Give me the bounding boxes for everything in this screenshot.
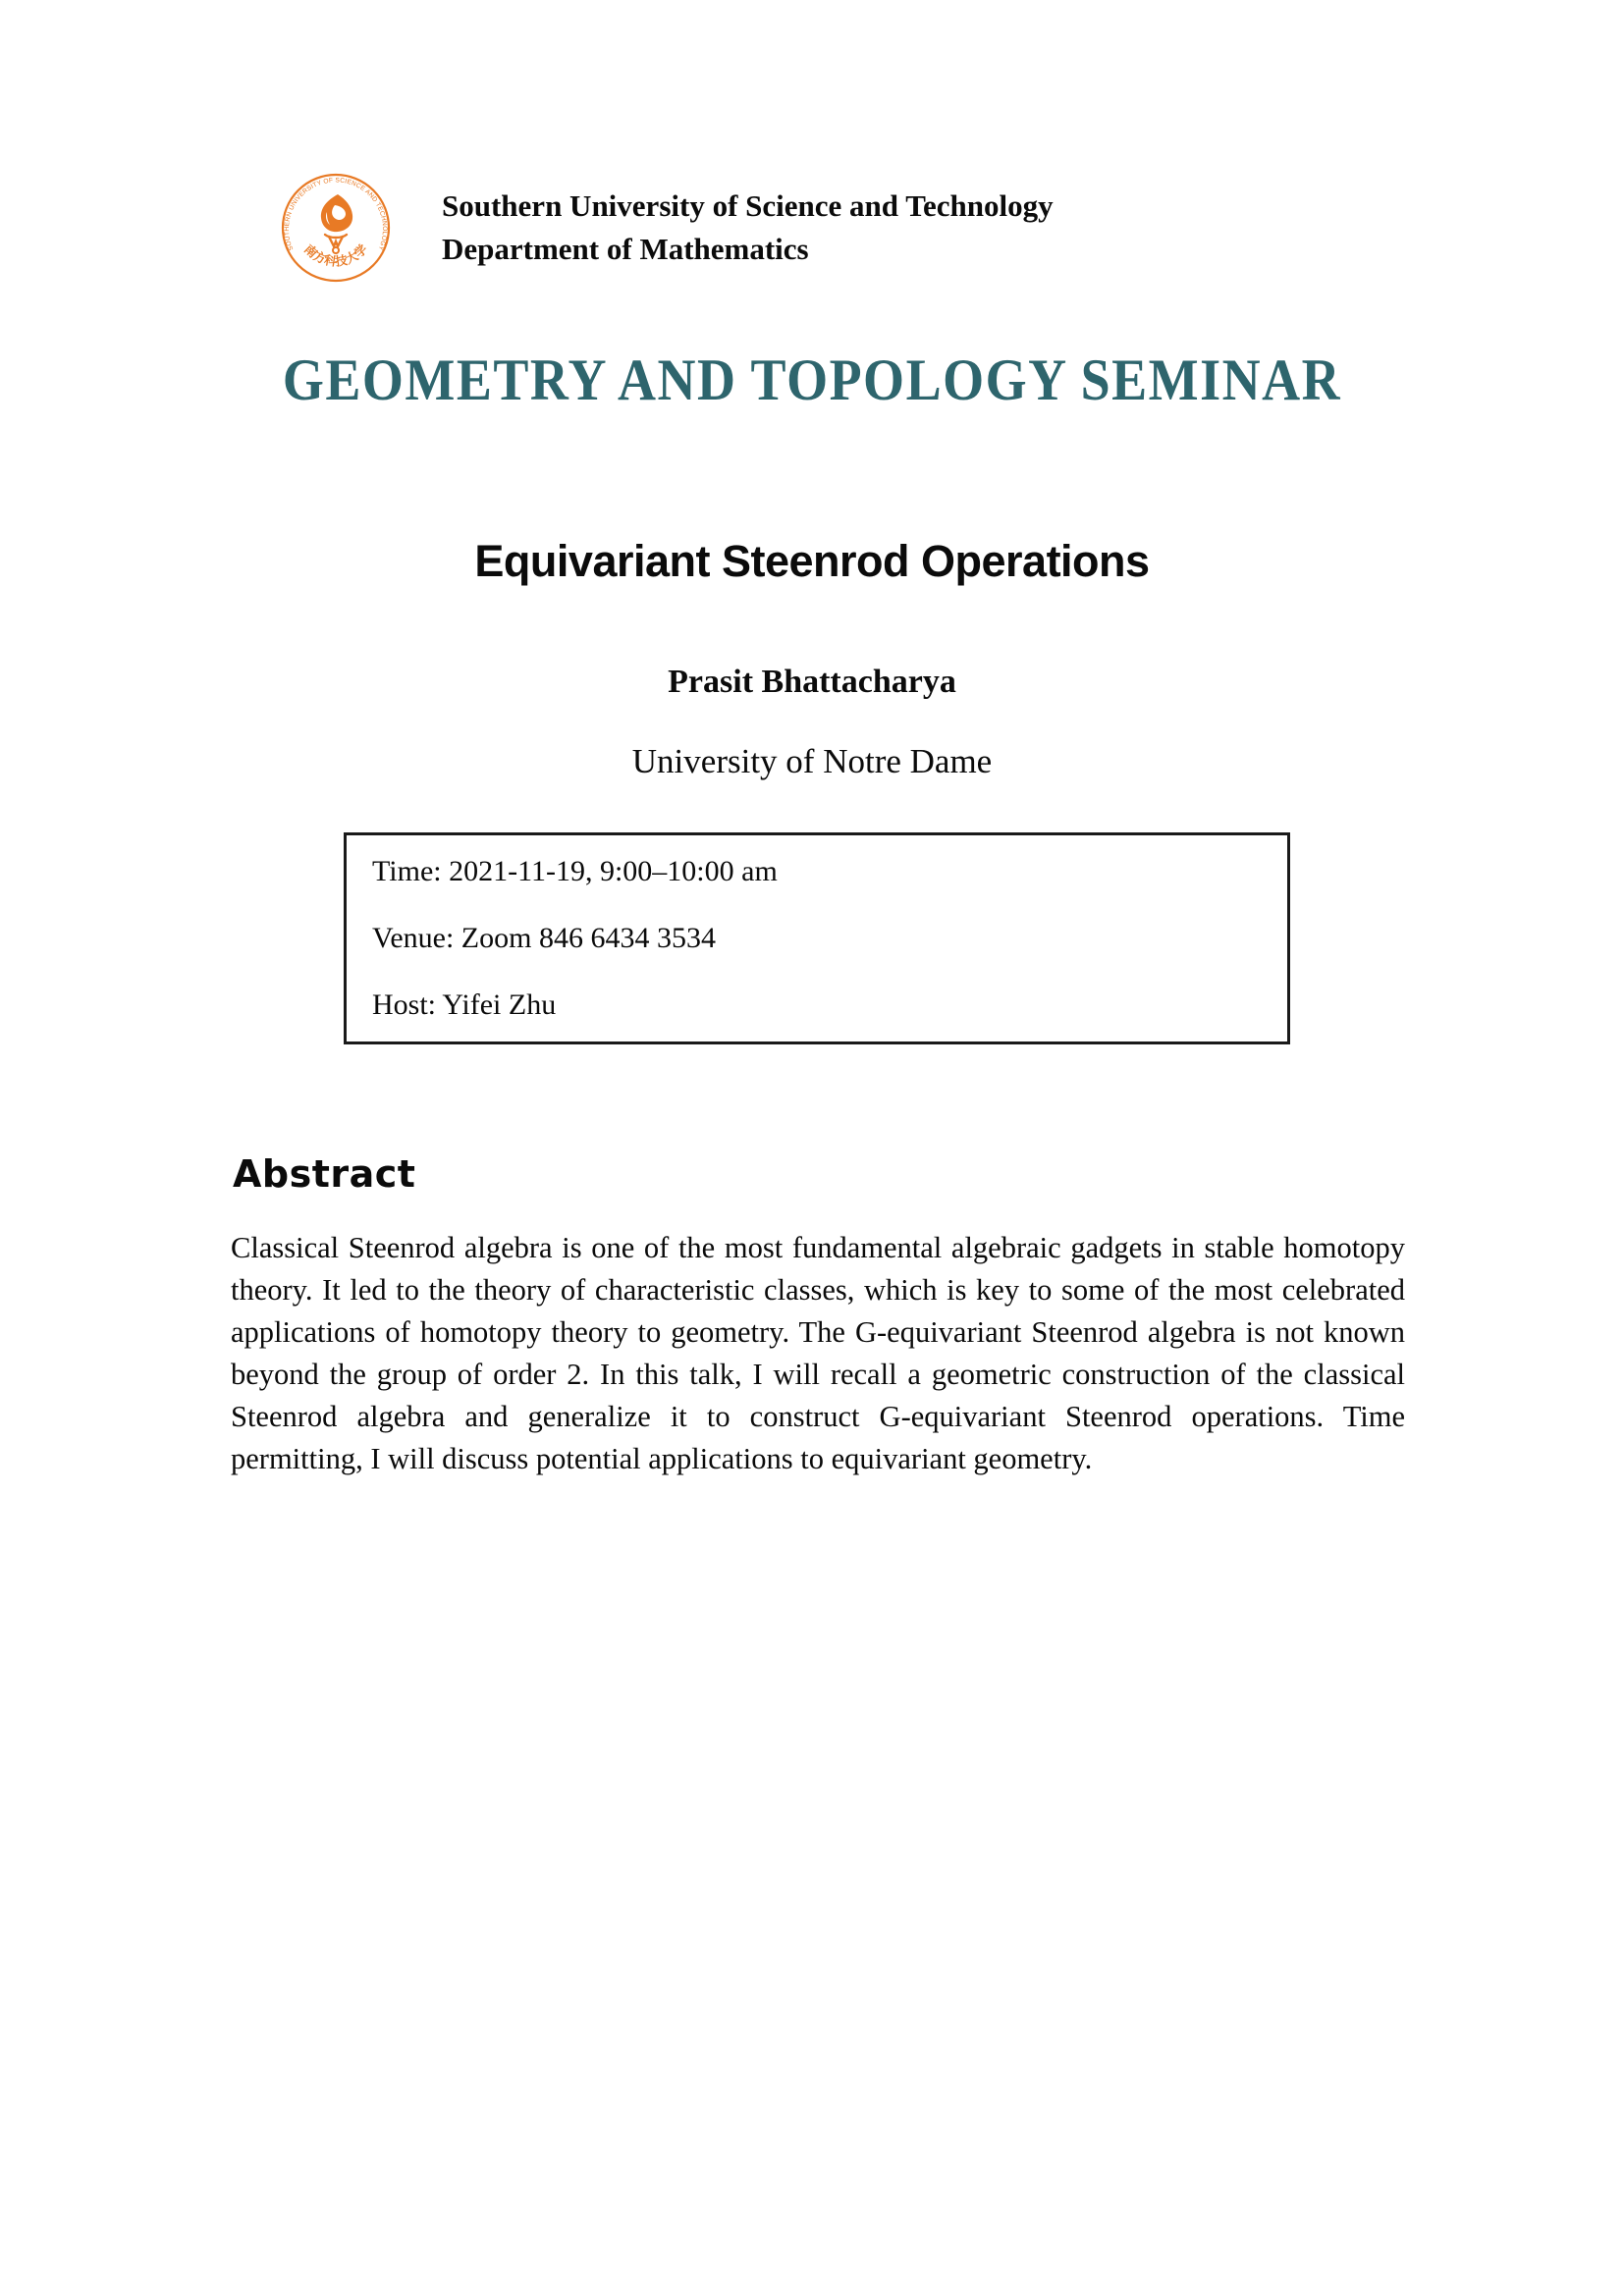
- department-name: Department of Mathematics: [442, 232, 809, 266]
- detail-host: Host: Yifei Zhu: [372, 988, 557, 1021]
- detail-time: Time: 2021-11-19, 9:00–10:00 am: [372, 855, 778, 887]
- speaker-affiliation: University of Notre Dame: [631, 742, 993, 780]
- talk-title: Equivariant Steenrod Operations: [474, 536, 1150, 586]
- abstract-text: Classical Steenrod algebra is one of the most fundamental algebraic gadgets in stable homotopy theory. It led to the theory of characteristic classes, which is key to some of the most celebrated applications of homotopy theory to geometry. The G-equivariant Steenrod algebra is not known beyond the group of order 2. In this talk, I will recall a geometric construction of the classical Steenrod algebra and generalize it to construct G-equivariant Steenrod operations. Time permitting, I will discuss potential applications to equivariant geometry.: [231, 1231, 1405, 1475]
- seminar-series-title: GEOMETRY AND TOPOLOGY SEMINAR: [282, 347, 1342, 413]
- university-seal-icon: [281, 173, 391, 283]
- detail-venue: Venue: Zoom 846 6434 3534: [372, 922, 716, 954]
- seal-chinese-text: 南方科技大学: [300, 240, 371, 269]
- speaker-name: Prasit Bhattacharya: [668, 664, 956, 700]
- header: [281, 173, 1054, 283]
- abstract-heading: Abstract: [233, 1152, 416, 1196]
- details-box: [344, 832, 1290, 1044]
- torch-holder-icon: [325, 235, 347, 253]
- institution-block: [442, 185, 1054, 271]
- torch-flame-icon: [321, 194, 352, 232]
- seal-ring-text: SOUTHERN UNIVERSITY OF SCIENCE AND TECHNOLOGY: [283, 177, 389, 252]
- university-name: Southern University of Science and Technology: [442, 188, 1054, 223]
